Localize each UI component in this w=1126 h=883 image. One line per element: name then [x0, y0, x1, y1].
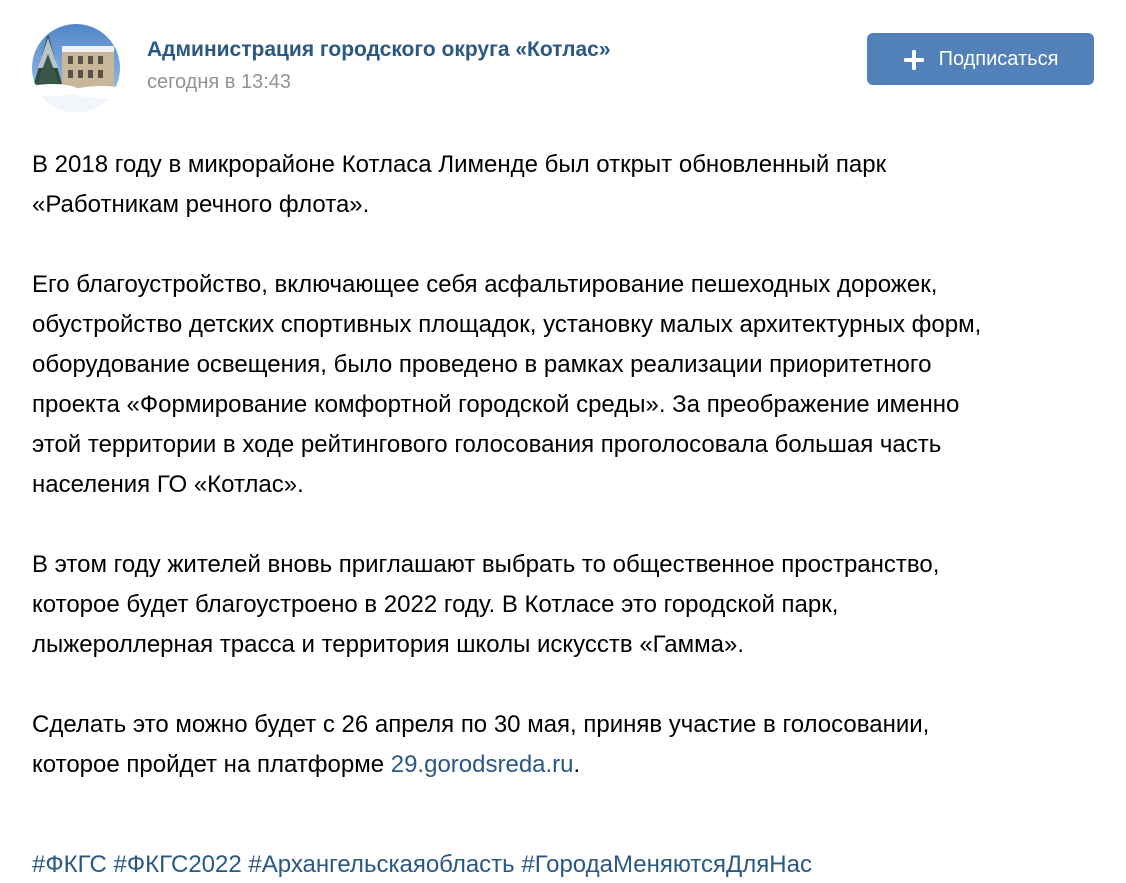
post-text-line: Сделать это можно будет с 26 апреля по 30 мая, приняв участие в голосовании,	[32, 711, 930, 738]
post-text-line: В 2018 году в микрорайоне Котласа Лименде был открыт обновленный парк	[32, 151, 887, 178]
post-text	[32, 145, 1102, 825]
post-timestamp[interactable]: сегодня в 13:43	[147, 71, 291, 93]
gorodsreda-link[interactable]: 29.gorodsreda.ru	[390, 751, 574, 778]
post-text-line: обустройство детских спортивных площадок, установку малых архитектурных форм,	[32, 311, 982, 338]
post-text-line: лыжероллерная трасса и территория школы искусств «Гамма».	[32, 631, 745, 658]
hashtag-arkhangelsk-region[interactable]: #Архангельскаяобласть	[248, 851, 515, 878]
post-paragraph	[32, 545, 1102, 665]
subscribe-button[interactable]	[867, 33, 1094, 85]
post-text-line: «Работникам речного флота».	[32, 191, 370, 218]
post-text-line: оборудование освещения, было проведено в рамках реализации приоритетного	[32, 351, 932, 378]
author-avatar[interactable]	[32, 24, 120, 112]
post-paragraph	[32, 265, 1102, 505]
post-text-fragment: .	[573, 751, 581, 778]
subscribe-button-label: Подписаться	[938, 47, 1059, 70]
post-text-line: которое будет благоустроено в 2022 году. В Котласе это городской парк,	[32, 591, 839, 618]
hashtag-cities-change-for-us[interactable]: #ГородаМеняютсяДляНас	[521, 851, 812, 878]
plus-icon	[903, 49, 925, 71]
post-text-line: В этом году жителей вновь приглашают выбрать то общественное пространство,	[32, 551, 940, 578]
author-name[interactable]: Администрация городского округа «Котлас»	[147, 38, 611, 61]
post-text-line: Его благоустройство, включающее себя асфальтирование пешеходных дорожек,	[32, 271, 938, 298]
post-text-line: этой территории в ходе рейтингового голосования проголосовала большая часть	[32, 431, 942, 458]
post-text-line-with-link	[32, 745, 1102, 785]
post-paragraph	[32, 705, 1102, 785]
post-text-line: населения ГО «Котлас».	[32, 471, 304, 498]
avatar-winter-building-image	[32, 24, 120, 112]
hashtag-list	[32, 847, 812, 883]
hashtag-fkgs[interactable]: #ФКГС	[32, 851, 107, 878]
post-text-fragment: которое пройдет на платформе	[32, 751, 391, 778]
hashtag-fkgs2022[interactable]: #ФКГС2022	[113, 851, 242, 878]
post-text-line: проекта «Формирование комфортной городской среды». За преображение именно	[32, 391, 960, 418]
post-paragraph	[32, 145, 1102, 225]
